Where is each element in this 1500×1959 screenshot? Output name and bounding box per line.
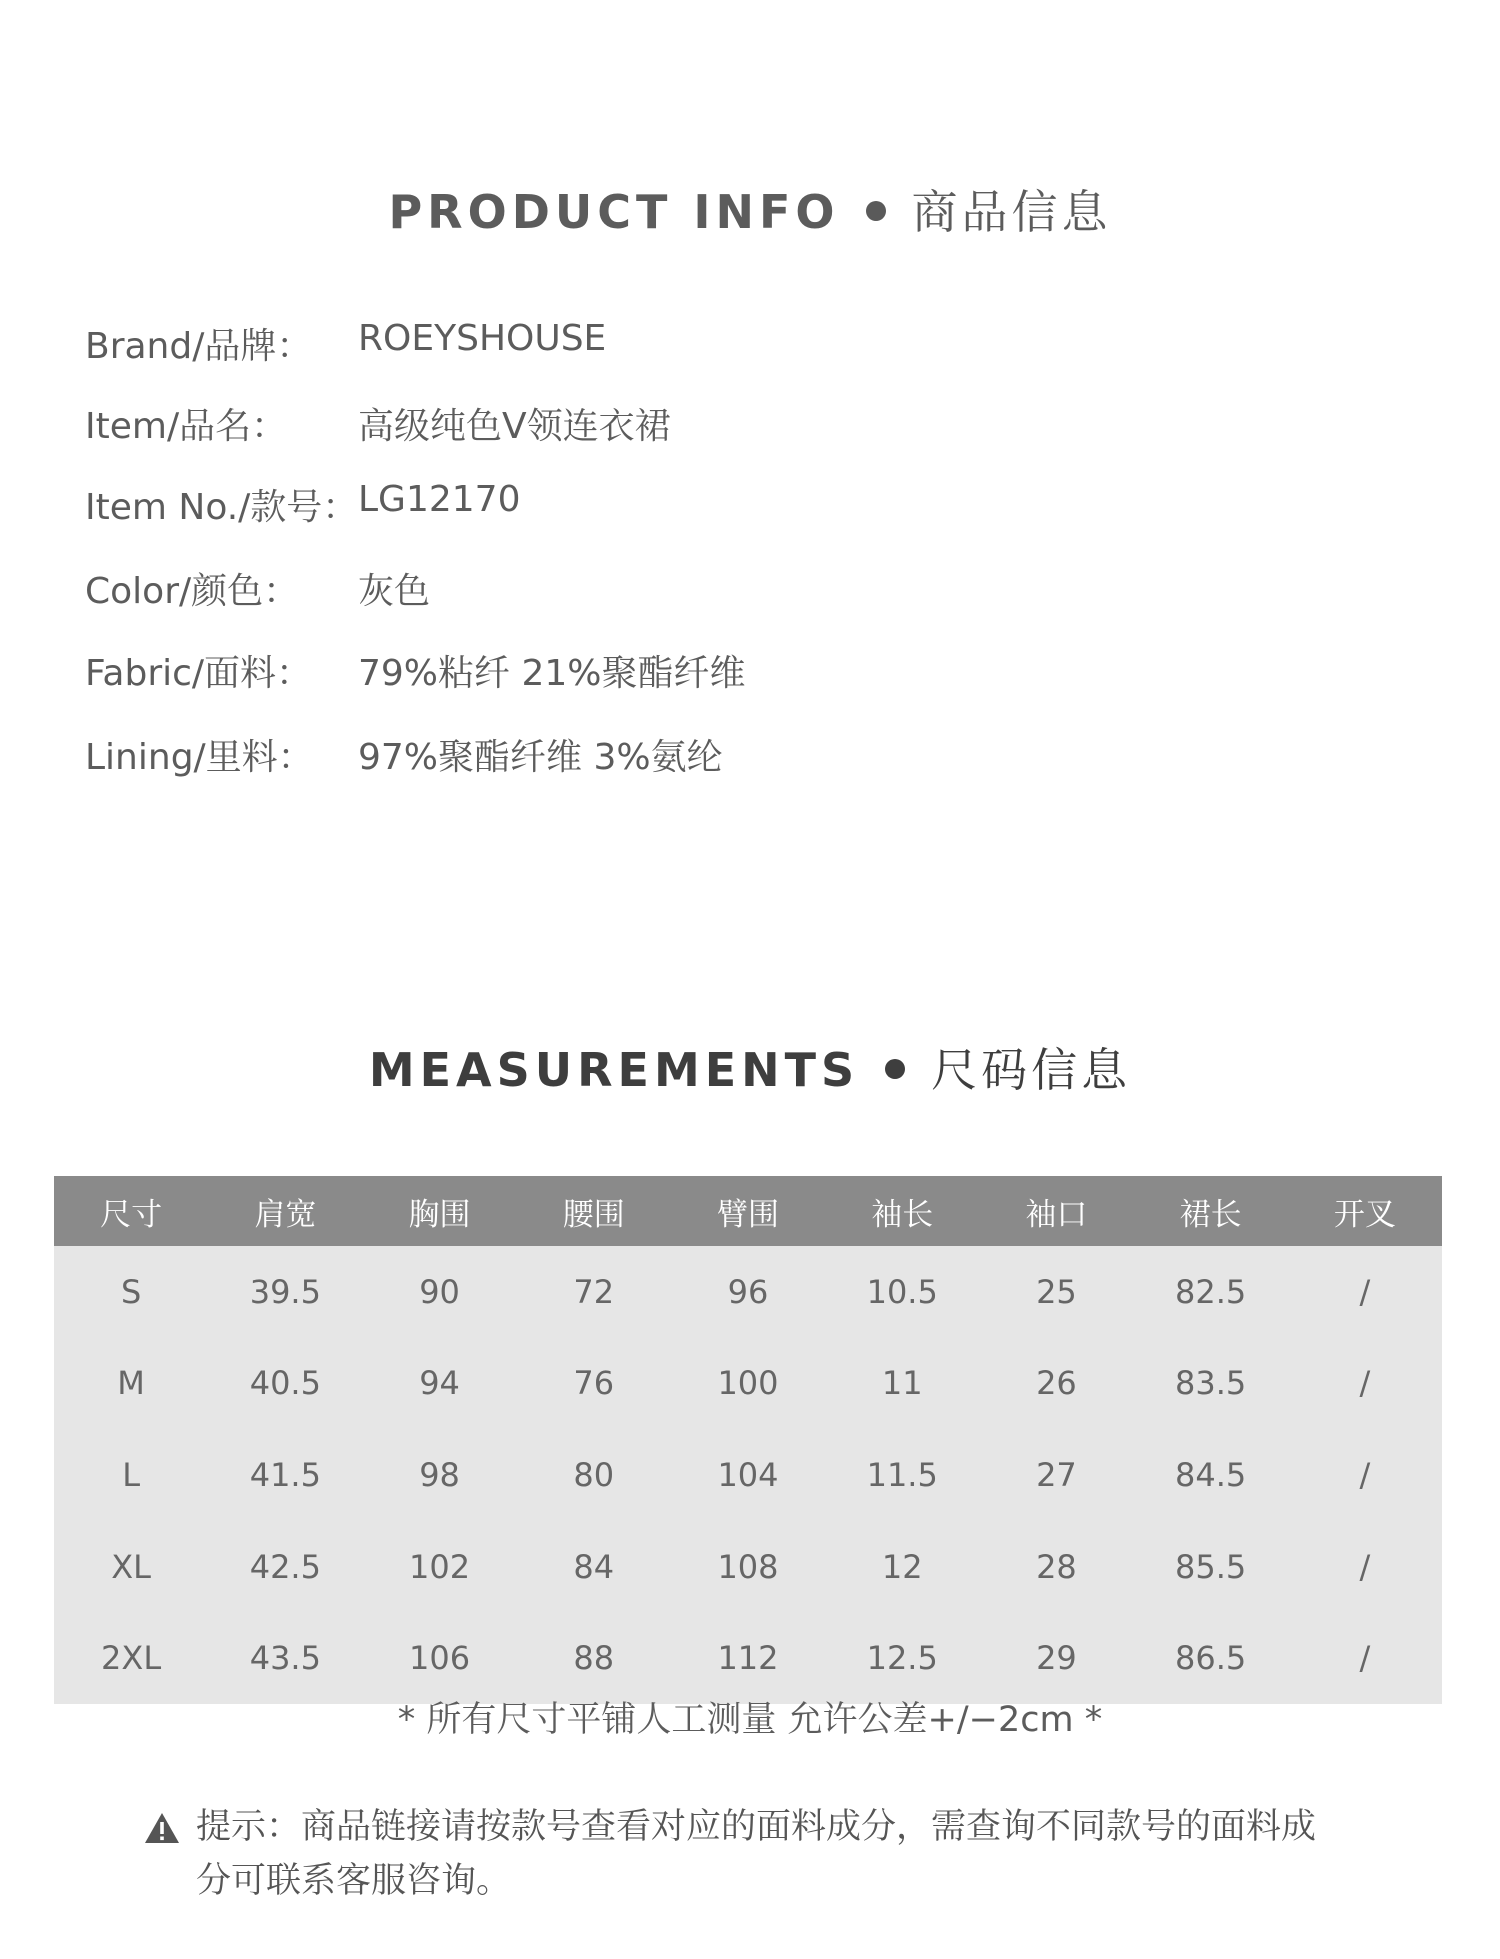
info-label: Lining/里料： <box>85 737 314 778</box>
info-value: 高级纯色V领连衣裙 <box>358 406 671 447</box>
table-cell: 42.5 <box>249 1547 321 1586</box>
table-row <box>54 1521 1442 1613</box>
table-cell: 82.5 <box>1175 1272 1247 1311</box>
tolerance-note: * 所有尺寸平铺人工测量 允许公差+/−2cm * <box>397 1700 1103 1740</box>
info-label: Color/颜色： <box>85 571 300 612</box>
table-cell: 98 <box>419 1455 460 1494</box>
table-cell: 84.5 <box>1175 1455 1247 1494</box>
measurements-heading <box>0 1034 1500 1100</box>
info-value: ROEYSHOUSE <box>358 318 607 359</box>
table-cell: 39.5 <box>249 1272 321 1311</box>
table-cell: S <box>120 1272 142 1311</box>
product-info-heading-en: PRODUCT INFO <box>388 185 840 239</box>
info-value: 79%粘纤 21%聚酯纤维 <box>358 653 746 694</box>
table-cell: 86.5 <box>1175 1639 1247 1678</box>
table-cell: / <box>1359 1455 1371 1494</box>
table-cell: 26 <box>1036 1364 1077 1403</box>
table-cell: 25 <box>1036 1272 1077 1311</box>
size-table <box>54 1176 1442 1704</box>
table-cell: 80 <box>573 1455 615 1494</box>
table-cell: / <box>1359 1272 1371 1311</box>
info-value: 灰色 <box>358 571 431 612</box>
info-value: 97%聚酯纤维 3%氨纶 <box>358 737 723 778</box>
table-cell: 12 <box>881 1547 923 1586</box>
header-cuff: 袖口 <box>1025 1196 1088 1233</box>
header-shoulder: 肩宽 <box>254 1196 317 1233</box>
table-cell: / <box>1359 1364 1371 1403</box>
table-cell: 106 <box>409 1639 471 1678</box>
table-cell: 29 <box>1036 1639 1077 1678</box>
table-cell: 76 <box>573 1364 615 1403</box>
info-label: Item No./款号： <box>85 487 359 528</box>
table-header-row <box>54 1176 1442 1246</box>
table-cell: 83.5 <box>1175 1364 1247 1403</box>
measurements-heading-cn: 尺码信息 <box>931 1043 1132 1097</box>
table-cell: 112 <box>717 1639 779 1678</box>
table-cell: 27 <box>1036 1455 1077 1494</box>
table-cell: 10.5 <box>866 1272 938 1311</box>
table-cell: 104 <box>717 1455 779 1494</box>
bullet-dot-icon <box>866 201 886 221</box>
table-row <box>54 1338 1442 1430</box>
hint-block <box>196 1800 1326 1908</box>
table-cell: 90 <box>419 1272 460 1311</box>
table-cell: M <box>117 1364 145 1403</box>
measurements-heading-en: MEASUREMENTS <box>368 1043 860 1097</box>
table-cell: 11.5 <box>866 1455 938 1494</box>
info-label: Brand/品牌： <box>85 326 313 367</box>
info-value: LG12170 <box>358 479 521 520</box>
table-cell: 12.5 <box>866 1639 938 1678</box>
table-row <box>54 1246 1442 1338</box>
table-cell: 94 <box>419 1364 460 1403</box>
warning-icon <box>144 1812 180 1844</box>
table-cell: / <box>1359 1639 1371 1678</box>
table-cell: 40.5 <box>249 1364 321 1403</box>
bullet-dot-icon <box>885 1059 905 1079</box>
table-cell: 41.5 <box>249 1455 321 1494</box>
table-cell: / <box>1359 1547 1371 1586</box>
table-cell: 43.5 <box>249 1639 321 1678</box>
table-row <box>54 1429 1442 1521</box>
hint-text: 提示：商品链接请按款号查看对应的面料成分，需查询不同款号的面料成分可联系客服咨询。 <box>196 1807 1317 1901</box>
table-cell: 84 <box>573 1547 615 1586</box>
header-sleeve-length: 袖长 <box>871 1196 934 1233</box>
info-label: Fabric/面料： <box>85 653 313 694</box>
table-cell: 28 <box>1036 1547 1077 1586</box>
product-info-heading-cn: 商品信息 <box>911 185 1112 239</box>
header-bust: 胸围 <box>408 1196 471 1233</box>
table-cell: 85.5 <box>1175 1547 1247 1586</box>
table-cell: 88 <box>573 1639 615 1678</box>
table-cell: 11 <box>881 1364 923 1403</box>
header-slit: 开叉 <box>1333 1196 1396 1233</box>
table-cell: 72 <box>573 1272 615 1311</box>
table-row <box>54 1612 1442 1704</box>
header-waist: 腰围 <box>562 1196 625 1233</box>
table-cell: 2XL <box>101 1639 162 1678</box>
table-cell: 100 <box>717 1364 779 1403</box>
info-label: Item/品名： <box>85 406 288 447</box>
table-cell: XL <box>111 1547 151 1586</box>
table-cell: 102 <box>409 1547 471 1586</box>
table-cell: L <box>122 1455 141 1494</box>
header-size: 尺寸 <box>100 1196 163 1233</box>
header-arm: 臂围 <box>716 1196 779 1233</box>
product-info-heading <box>0 176 1500 242</box>
table-cell: 108 <box>717 1547 779 1586</box>
table-cell: 96 <box>727 1272 769 1311</box>
header-dress-length: 裙长 <box>1179 1196 1242 1233</box>
